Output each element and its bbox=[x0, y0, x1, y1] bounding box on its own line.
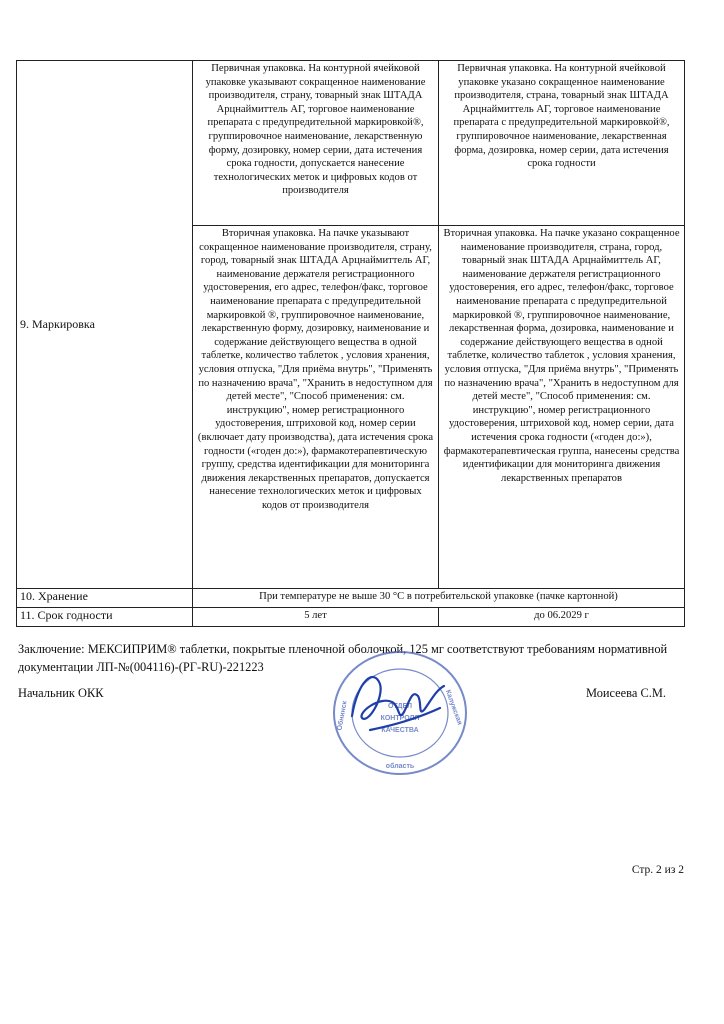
secondary-packaging-spec: Вторичная упаковка. На пачке указывают сокращенное наименование производителя, страну, город, товарный знак ШТАДА Арцнаймиттель АГ, наименование держателя регистрационного удостоверения, его адрес, телефон/факс, торговое наименование препарата с предупредительной маркировкой ®, группировочное наименование, лекарственную форму, дозировку, наименование и содержание действующего вещества в одной таблетке, количество таблеток , условия хранения, условия отпуска, "Для приёма внутрь", "Применять по назначению врача", "Хранить в недоступном для детей месте", "Способ применения: см. инструкцию", номер регистрационного удостоверения, штриховой код, номер серии (включает дату производства), дата истечения срока годности («годен до:»), фармакотерапевтическую группу, средства идентификации для мониторинга движения лекарственных препаратов, допускается нанесение технологических меток и цифровых кодов от производителя bbox=[193, 226, 439, 589]
secondary-packaging-result: Вторичная упаковка. На пачке указано сокращенное наименование производителя, страна, город, товарный знак ШТАДА Арцнаймиттель АГ, наименование держателя регистрационного удостоверения, его адрес, телефон/факс, торговое наименование препарата с предупредительной маркировкой ®, группировочное наименование, лекарственная форма, дозировка, наименование и содержание действующего вещества в одной таблетке, количество таблеток , условия хранения, условия отпуска, "Для приёма внутрь", "Применять по назначению врача", "Хранить в недоступном для детей месте", "Способ применения: см. инструкцию", номер регистрационного удостоверения, штриховой код, номер серии, дата истечения срока годности («годен до:»), фармакотерапевтическая группа, нанесены средства идентификации для мониторинга движения лекарственных препаратов bbox=[439, 226, 685, 589]
handwritten-signature bbox=[340, 660, 450, 740]
primary-packaging-result: Первичная упаковка. На контурной ячейковой упаковке указано сокращенное наименование производителя, страна, товарный знак ШТАДА Арцнаймиттель АГ, торговое наименование препарата с предупредительной маркировкой®, группировочное наименование, лекарственная форма, дозировка, номер серии, дата истечения срока годности bbox=[439, 61, 685, 226]
storage-value: При температуре не выше 30 °С в потребительской упаковке (пачке картонной) bbox=[193, 589, 685, 608]
specification-table bbox=[16, 60, 685, 627]
storage-label: 10. Хранение bbox=[17, 589, 193, 608]
signoff-name: Моисеева С.М. bbox=[586, 686, 666, 700]
svg-text:ОТДЕЛ: ОТДЕЛ bbox=[387, 703, 413, 710]
svg-text:Калужская: Калужская bbox=[443, 688, 463, 726]
svg-text:область: область bbox=[385, 763, 415, 770]
page-number: Стр. 2 из 2 bbox=[631, 864, 684, 876]
shelf-life-result: до 06.2029 г bbox=[439, 608, 685, 627]
svg-text:КОНТРОЛЯ: КОНТРОЛЯ bbox=[380, 715, 420, 722]
shelf-life-spec: 5 лет bbox=[193, 608, 439, 627]
marking-label: 9. Маркировка bbox=[17, 61, 193, 589]
table-row bbox=[17, 608, 685, 627]
primary-packaging-spec: Первичная упаковка. На контурной ячейковой упаковке указывают сокращенное наименование производителя, страну, товарный знак ШТАДА Арцнаймиттель АГ, торговое наименование препарата с предупредительной маркировкой®, группировочное наименование, лекарственную форму, дозировку, номер серии, дата истечения срока годности, допускается нанесение технологических меток и цифровых кодов от производителя bbox=[193, 61, 439, 226]
signoff-position: Начальник ОКК bbox=[18, 686, 104, 700]
svg-text:КАЧЕСТВА: КАЧЕСТВА bbox=[381, 727, 419, 734]
conclusion-text: Заключение: МЕКСИПРИМ® таблетки, покрытые пленочной оболочкой, 125 мг соответствуют требованиям нормативной документации ЛП-№(004116)-(РГ-RU)-221223 bbox=[18, 642, 668, 674]
table-row bbox=[17, 589, 685, 608]
shelf-life-label: 11. Срок годности bbox=[17, 608, 193, 627]
svg-text:Обнинск: Обнинск bbox=[336, 700, 349, 732]
table-row bbox=[17, 61, 685, 226]
